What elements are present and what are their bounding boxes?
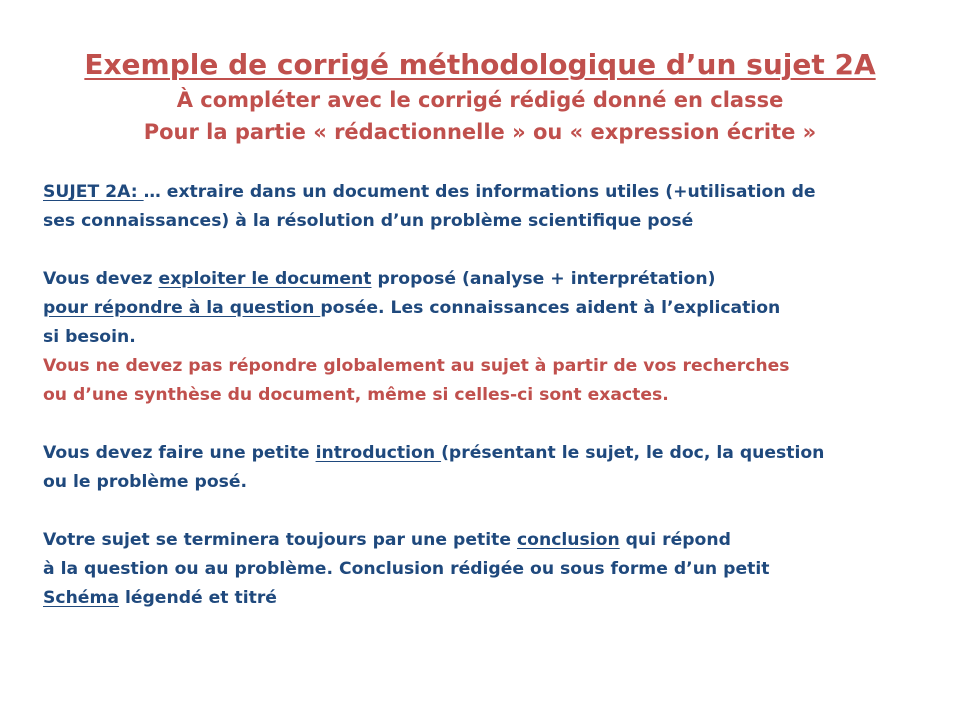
subject-description: … extraire dans un document des informations utiles (+utilisation de xyxy=(143,182,816,202)
intro-underlined: introduction xyxy=(315,443,442,463)
intro-line-1 xyxy=(43,439,948,468)
conclusion-text-a: Votre sujet se terminera toujours par une petite xyxy=(43,530,517,550)
answer-question-underlined: pour répondre à la question xyxy=(43,298,321,318)
slide-title: Exemple de corrigé méthodologique d’un sujet 2A xyxy=(84,48,876,81)
exploit-text-b: proposé (analyse + interprétation) xyxy=(371,269,716,289)
subject-line-2: ses connaissances) à la résolution d’un problème scientifique posé xyxy=(43,211,694,231)
exploit-line-2 xyxy=(43,294,948,323)
warning-line-1: Vous ne devez pas répondre globalement au sujet à partir de vos recherches xyxy=(43,356,790,376)
paragraph-gap xyxy=(43,497,948,526)
body-text xyxy=(43,178,948,613)
exploit-line-1 xyxy=(43,265,948,294)
answer-question-text: posée. Les connaissances aident à l’explication xyxy=(320,298,781,318)
conclusion-line-2: à la question ou au problème. Conclusion rédigée ou sous forme d’un petit xyxy=(43,559,770,579)
schema-underlined: Schéma xyxy=(43,588,119,608)
schema-text: légendé et titré xyxy=(118,588,277,608)
warning-line-2: ou d’une synthèse du document, même si celles-ci sont exactes. xyxy=(43,385,669,405)
subject-label: SUJET 2A: xyxy=(43,182,144,202)
exploit-text-a: Vous devez xyxy=(43,269,159,289)
paragraph-gap xyxy=(43,236,948,265)
subtitle-line-1: À compléter avec le corrigé rédigé donné en classe xyxy=(176,88,784,112)
intro-line-2: ou le problème posé. xyxy=(43,472,248,492)
title-block xyxy=(0,46,960,148)
subtitle-line-2: Pour la partie « rédactionnelle » ou « expression écrite » xyxy=(143,120,817,144)
conclusion-underlined: conclusion xyxy=(516,530,620,550)
paragraph-gap xyxy=(43,410,948,439)
conclusion-line-3 xyxy=(43,584,948,613)
exploit-underlined: exploiter le document xyxy=(158,269,372,289)
subject-line-1 xyxy=(43,178,948,207)
intro-text-b: (présentant le sujet, le doc, la question xyxy=(441,443,825,463)
intro-text-a: Vous devez faire une petite xyxy=(43,443,316,463)
conclusion-text-b: qui répond xyxy=(619,530,731,550)
exploit-line-3: si besoin. xyxy=(43,327,136,347)
conclusion-line-1 xyxy=(43,526,948,555)
